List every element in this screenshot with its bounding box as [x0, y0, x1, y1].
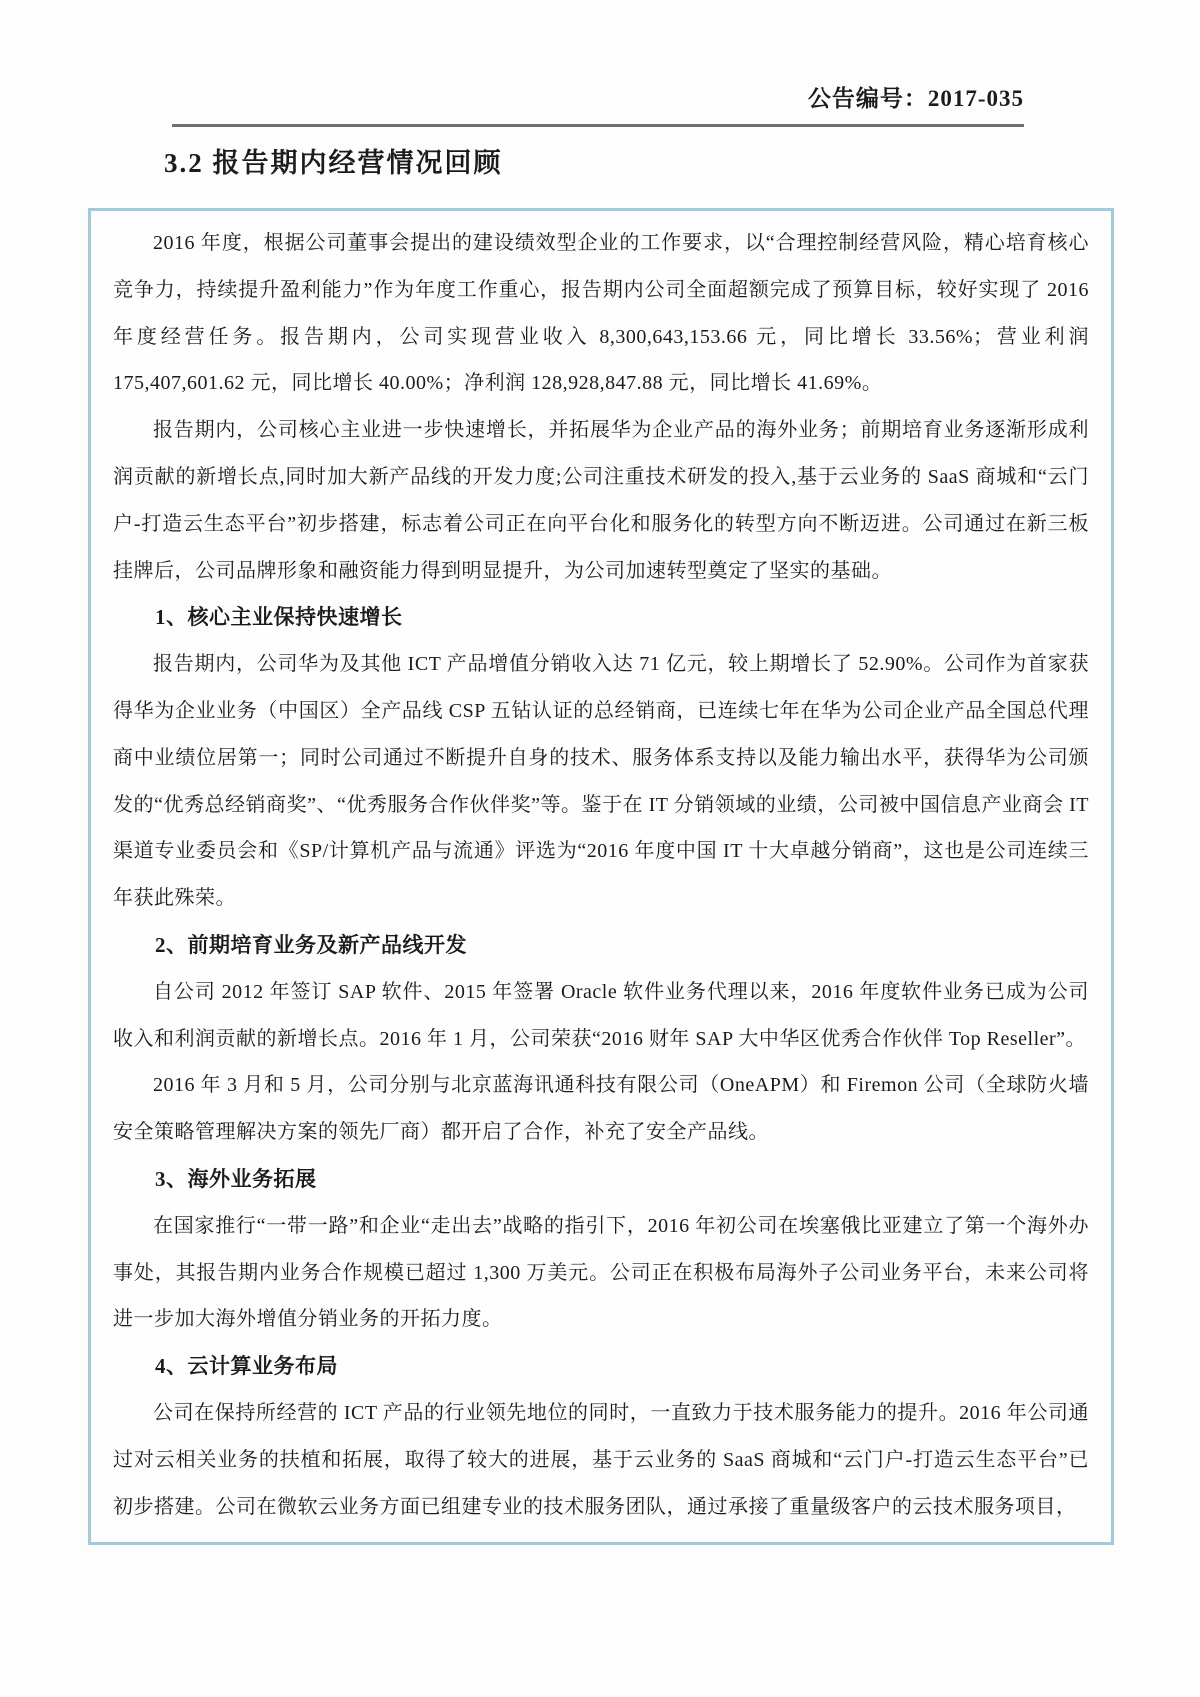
paragraph: 2016 年 3 月和 5 月，公司分别与北京蓝海讯通科技有限公司（OneAPM）和 Firemon 公司（全球防火墙安全策略管理解决方案的领先厂商）都开启了合作，补充了安全产品线。	[113, 1074, 1089, 1144]
doc-number: 公告编号：2017-035	[807, 86, 1024, 111]
paragraph: 公司在保持所经营的 ICT 产品的行业领先地位的同时，一直致力于技术服务能力的提升。2016 年公司通过对云相关业务的扶植和拓展，取得了较大的进展，基于云业务的 SaaS 商城和“云门户-打造云生态平台”已初步搭建。公司在微软云业务方面已组建专业的技术服务团队，通过承接了重量级客户的云技术服务项目，	[113, 1401, 1089, 1518]
paragraph: 报告期内，公司华为及其他 ICT 产品增值分销收入达 71 亿元，较上期增长了 52.90%。公司作为首家获得华为企业业务（中国区）全产品线 CSP 五钻认证的总经销商，已连续七年在华为公司企业产品全国总代理商中业绩位居第一；同时公司通过不断提升自身的技术、服务体系支持以及能力输出水平，获得华为公司颁发的“优秀总经销商奖”、“优秀服务合作伙伴奖”等。鉴于在 IT 分销领域的业绩，公司被中国信息产业商会 IT 渠道专业委员会和《SP/计算机产品与流通》评选为“2016 年度中国 IT 十大卓越分销商”，这也是公司连续三年获此殊荣。	[113, 653, 1089, 910]
sub-heading: 1、核心主业保持快速增长	[155, 605, 403, 630]
header-divider	[172, 124, 1024, 127]
paragraph: 报告期内，公司核心主业进一步快速增长，并拓展华为企业产品的海外业务；前期培育业务逐渐形成利润贡献的新增长点,同时加大新产品线的开发力度;公司注重技术研发的投入,基于云业务的 SaaS 商城和“云门户-打造云生态平台”初步搭建，标志着公司正在向平台化和服务化的转型方向不断迈进。公司通过在新三板挂牌后，公司品牌形象和融资能力得到明显提升，为公司加速转型奠定了坚实的基础。	[113, 419, 1089, 582]
sub-heading: 3、海外业务拓展	[155, 1166, 317, 1191]
paragraph: 2016 年度，根据公司董事会提出的建设绩效型企业的工作要求，以“合理控制经营风险，精心培育核心竞争力，持续提升盈利能力”作为年度工作重心，报告期内公司全面超额完成了预算目标，较好实现了 2016 年度经营任务。报告期内，公司实现营业收入 8,300,643,153.66 元，同比增长 33.56%；营业利润 175,407,601.62 元，同比增长 40.00%；净利润 128,928,847.88 元，同比增长 41.69%。	[113, 232, 1089, 395]
report-body	[88, 208, 1114, 1545]
sub-heading: 4、云计算业务布局	[155, 1354, 338, 1379]
paragraph: 自公司 2012 年签订 SAP 软件、2015 年签署 Oracle 软件业务代理以来，2016 年度软件业务已成为公司收入和利润贡献的新增长点。2016 年 1 月，公司荣获“2016 财年 SAP 大中华区优秀合作伙伴 Top Reseller”。	[113, 980, 1089, 1050]
sub-heading: 2、前期培育业务及新产品线开发	[155, 932, 467, 957]
paragraph: 在国家推行“一带一路”和企业“走出去”战略的指引下，2016 年初公司在埃塞俄比亚建立了第一个海外办事处，其报告期内业务合作规模已超过 1,300 万美元。公司正在积极布局海外子公司业务平台，未来公司将进一步加大海外增值分销业务的开拓力度。	[113, 1214, 1089, 1331]
section-title: 3.2 报告期内经营情况回顾	[164, 148, 503, 178]
